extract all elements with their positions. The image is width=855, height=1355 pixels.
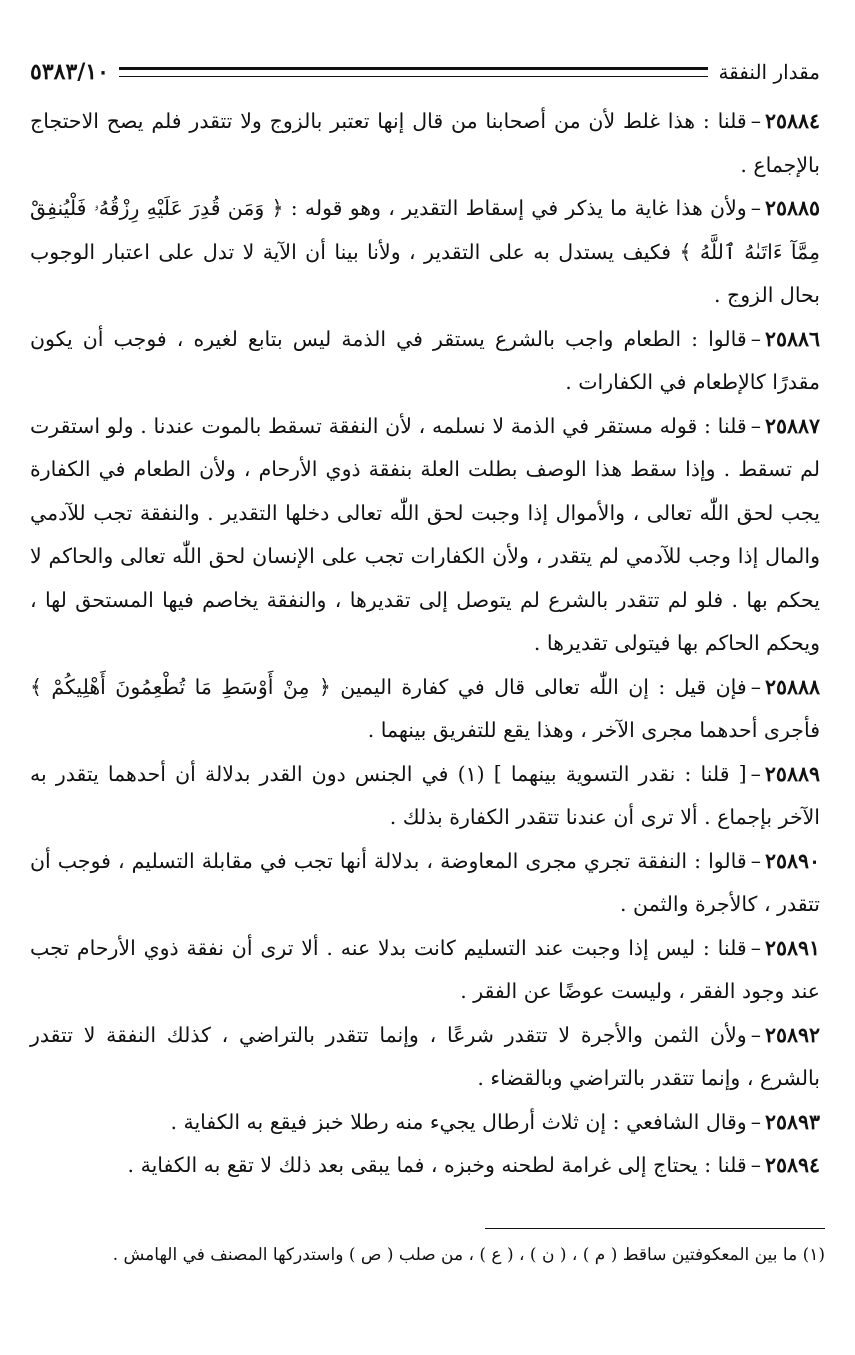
paragraph-text: فإن قيل : إن اللّٰه تعالى قال في كفارة اليمين ﴿ مِنْ أَوْسَطِ مَا تُطْعِمُونَ أَهْلِيكُمْ ﴾ فأجرى أحدهما مجرى الآخر ، وهذا يقع للتفريق بينهما . [30,674,820,742]
paragraph-number: ٢٥٨٩٢ [764,1022,820,1047]
paragraph-text: وقال الشافعي : إن ثلاث أرطال يجيء منه رطلا خبز فيقع به الكفاية . [170,1109,747,1134]
header-rule [119,67,709,77]
paragraph-number: ٢٥٨٨٥ [764,196,820,220]
paragraph-text: قلنا : يحتاج إلى غرامة لطحنه وخبزه ، فما يبقى بعد ذلك لا تقع به الكفاية . [127,1153,747,1177]
paragraph-number: ٢٥٨٩٤ [764,1153,820,1177]
paragraph-text: قلنا : ليس إذا وجبت عند التسليم كانت بدلا عنه . ألا ترى أن نفقة ذوي الأرحام تجب عند وجود الفقر ، وليست عوضًا عن الفقر . [30,935,820,1003]
page-body [30,52,820,1188]
paragraph: ٢٥٨٨٧–قلنا : قوله مستقر في الذمة لا نسلمه ، لأن النفقة تسقط بالموت عندنا . ولو استقرت لم تسقط . وإذا سقط هذا الوصف بطلت العلة بنفقة ذوي الأرحام ، ولأن الطعام في الكفارة يجب لحق اللّٰه تعالى ، والأموال إذا وجبت لحق اللّٰه تعالى دخلها التقدير . والنفقة تجب للآدمي والمال إذا وجب للآدمي لم يتقدر ، ولأن الكفارات تجب على الإنسان لحق اللّٰه تعالى والحاكم لا يحكم بها . فلو لم تتقدر بالشرع لم يتوصل إلى تقديرها ، والنفقة يخاصم فيها المستحق لها ، ويحكم الحاكم بها فيتولى تقديرها . [30,413,820,655]
paragraph-text: قالوا : الطعام واجب بالشرع يستقر في الذمة ليس بتابع لغيره ، فوجب أن يكون مقدرًا كالإطعام في الكفارات . [30,326,820,394]
paragraph: ٢٥٨٨٨–فإن قيل : إن اللّٰه تعالى قال في كفارة اليمين ﴿ مِنْ أَوْسَطِ مَا تُطْعِمُونَ أَهْلِيكُمْ ﴾ فأجرى أحدهما مجرى الآخر ، وهذا يقع للتفريق بينهما . [30,674,820,742]
paragraph: ٢٥٨٩٢–ولأن الثمن والأجرة لا تتقدر شرعًا ، وإنما تتقدر بالتراضي ، كذلك النفقة لا تتقدر بالشرع ، وإنما تتقدر بالتراضي وبالقضاء . [30,1022,820,1090]
paragraph-number: ٢٥٨٨٨ [764,674,820,699]
paragraph-text: [ قلنا : نقدر التسوية بينهما ] (١) في الجنس دون القدر بدلالة أن أحدهما يتقدر به الآخر بإجماع . ألا ترى أن عندنا تتقدر الكفارة بذلك . [30,761,820,829]
paragraph-number: ٢٥٨٩١ [764,935,820,960]
paragraph: ٢٥٨٨٩–[ قلنا : نقدر التسوية بينهما ] (١) في الجنس دون القدر بدلالة أن أحدهما يتقدر به الآخر بإجماع . ألا ترى أن عندنا تتقدر الكفارة بذلك . [30,761,820,829]
paragraph: ٢٥٨٩٣–وقال الشافعي : إن ثلاث أرطال يجيء منه رطلا خبز فيقع به الكفاية . [170,1109,820,1134]
paragraph: ٢٥٨٩١–قلنا : ليس إذا وجبت عند التسليم كانت بدلا عنه . ألا ترى أن نفقة ذوي الأرحام تجب عند وجود الفقر ، وليست عوضًا عن الفقر . [30,935,820,1003]
paragraph-text: قلنا : قوله مستقر في الذمة لا نسلمه ، لأن النفقة تسقط بالموت عندنا . ولو استقرت لم تسقط . وإذا سقط هذا الوصف بطلت العلة بنفقة ذوي الأرحام ، ولأن الطعام في الكفارة يجب لحق اللّٰه تعالى ، والأموال إذا وجبت لحق اللّٰه تعالى دخلها التقدير . والنفقة تجب للآدمي والمال إذا وجب للآدمي لم يتقدر ، ولأن الكفارات تجب على الإنسان لحق اللّٰه تعالى والحاكم لا يحكم بها . فلو لم تتقدر بالشرع لم يتوصل إلى تقديرها ، والنفقة يخاصم فيها المستحق لها ، ويحكم الحاكم بها فيتولى تقديرها . [30,413,820,655]
paragraph: ٢٥٨٨٦–قالوا : الطعام واجب بالشرع يستقر في الذمة ليس بتابع لغيره ، فوجب أن يكون مقدرًا كالإطعام في الكفارات . [30,326,820,394]
paragraph-number: ٢٥٨٨٩ [764,761,820,786]
paragraph-list [30,100,820,1188]
paragraph: ٢٥٨٨٥–ولأن هذا غاية ما يذكر في إسقاط التقدير ، وهو قوله : ﴿ وَمَن قُدِرَ عَلَيْهِ رِزْقُهُۥ فَلْيُنفِقْ مِمَّآ ءَاتَىٰهُ ٱللَّهُ ﴾ فكيف يستدل به على التقدير ، ولأنا بينا أن الآية لا تدل على اعتبار الوجوب بحال الزوج . [30,196,820,307]
paragraph-number: ٢٥٨٨٦ [764,326,820,351]
paragraph: ٢٥٨٩٠–قالوا : النفقة تجري مجرى المعاوضة ، بدلالة أنها تجب في مقابلة التسليم ، فوجب أن تتقدر ، كالأجرة والثمن . [30,848,820,916]
paragraph-number: ٢٥٨٨٧ [764,413,820,438]
paragraph: ٢٥٨٩٤–قلنا : يحتاج إلى غرامة لطحنه وخبزه ، فما يبقى بعد ذلك لا تقع به الكفاية . [127,1153,820,1177]
paragraph-number: ٢٥٨٩٠ [764,848,820,873]
paragraph-number: ٢٥٨٨٤ [764,109,820,133]
page-header [30,52,820,92]
paragraph-text: قالوا : النفقة تجري مجرى المعاوضة ، بدلالة أنها تجب في مقابلة التسليم ، فوجب أن تتقدر ، كالأجرة والثمن . [30,848,820,916]
paragraph-text: ولأن هذا غاية ما يذكر في إسقاط التقدير ، وهو قوله : ﴿ وَمَن قُدِرَ عَلَيْهِ رِزْقُهُۥ فَلْيُنفِقْ مِمَّآ ءَاتَىٰهُ ٱللَّهُ ﴾ فكيف يستدل به على التقدير ، ولأنا بينا أن الآية لا تدل على اعتبار الوجوب بحال الزوج . [30,196,820,307]
paragraph-number: ٢٥٨٩٣ [764,1109,820,1134]
chapter-title: مقدار النفقة [718,60,820,84]
paragraph-text: قلنا : هذا غلط لأن من أصحابنا من قال إنها تعتبر بالزوج ولا تتقدر فلم يصح الاحتجاج بالإجماع . [30,109,820,177]
paragraph-text: ولأن الثمن والأجرة لا تتقدر شرعًا ، وإنما تتقدر بالتراضي ، كذلك النفقة لا تتقدر بالشرع ، وإنما تتقدر بالتراضي وبالقضاء . [30,1022,820,1090]
page-number: ٥٣٨٣/١٠ [30,59,109,85]
footnote: (١) ما بين المعكوفتين ساقط ( م ) ، ( ن ) ، ( ع ) ، من صلب ( ص ) واستدركها المصنف في الهامش . [112,1245,825,1265]
footnote-divider [485,1228,825,1229]
paragraph: ٢٥٨٨٤–قلنا : هذا غلط لأن من أصحابنا من قال إنها تعتبر بالزوج ولا تتقدر فلم يصح الاحتجاج بالإجماع . [30,109,820,177]
